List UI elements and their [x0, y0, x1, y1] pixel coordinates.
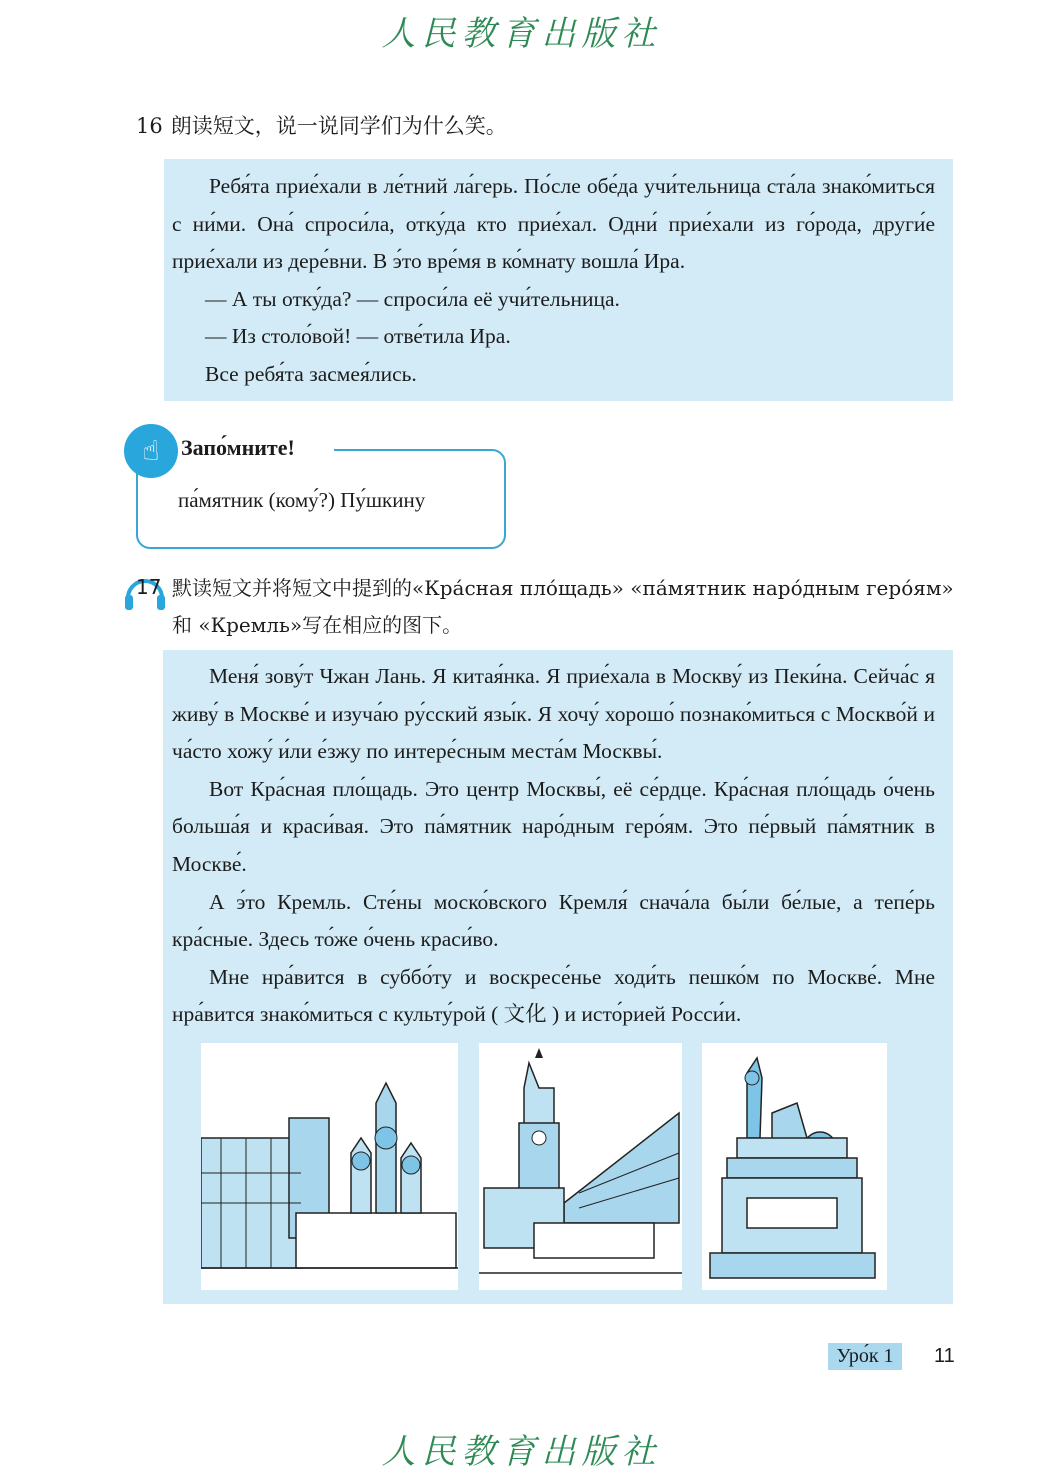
publisher-logo: 人民教育出版社: [381, 1432, 662, 1472]
dialogue-line: — А ты отку́да? — спроси́ла её учи́тельница.: [205, 286, 620, 311]
task-number: 16: [136, 114, 163, 138]
lesson-badge: Уро́к 1: [828, 1343, 902, 1370]
task-instruction: 朗读短文，说一说同学们为什么笑。: [170, 114, 507, 138]
remember-title: Запо́мните!: [181, 435, 295, 460]
task-16-text-box: [164, 159, 953, 401]
remember-text: па́мятник (кому́?) Пу́шкину: [178, 488, 426, 512]
task-16-heading: [136, 108, 507, 145]
monument-illustration: [702, 1043, 887, 1290]
paragraph: Вот Кра́сная пло́щадь. Это центр Москвы́, её се́рдце. Кра́сная пло́щадь о́чень больша́я и краси́вая. Это па́мятник наро́дным геро́ям. Это пе́рвый па́мятник в Москве́.: [172, 776, 935, 876]
paragraph: А э́то Кремль. Сте́ны моско́вского Кремля́ снача́ла бы́ли бе́лые, а тепе́рь кра́сные. Здесь то́же о́чень краси́во.: [172, 889, 935, 952]
dialogue-line: — Из столо́вой! — отве́тила Ира.: [205, 324, 511, 349]
paragraph: Меня́ зову́т Чжан Лань. Я китая́нка. Я прие́хала в Москву́ из Пеки́на. Сейча́с я живу́ в Москве́ и изуча́ю ру́сский язы́к. Я хочу́ хорошо́ познако́миться с Москво́й и ча́сто хожу́ и́ли е́зжу по интере́сным места́м Москвы́.: [172, 664, 935, 764]
publisher-logo: 人民教育出版社: [381, 14, 662, 54]
paragraph: Все ребя́та засмея́лись.: [205, 361, 417, 386]
paragraph: Мне нра́вится в суббо́ту и воскресе́нье ходи́ть пешко́м по Москве́. Мне нра́вится знако́миться с культу́рой ( 文化 ) и исто́рией Росси́и.: [172, 964, 935, 1027]
pointing-hand-icon: ☝: [124, 424, 178, 478]
task-instruction-line1: 默读短文并将短文中提到的«Кра́сная пло́щадь» «па́мятник наро́дным геро́ям»: [172, 576, 954, 600]
page-number: 11: [934, 1345, 955, 1367]
paragraph: Ребя́та прие́хали в ле́тний ла́герь. По́сле обе́да учи́тельница ста́ла знако́миться с ни́ми. Она́ спроси́ла, отку́да кто прие́хал. Одни́ прие́хали из го́рода, други́е прие́хали из дере́вни. В э́то вре́мя в ко́мнату вошла́ Ира.: [172, 174, 935, 274]
task-instruction-line2: 和 «Кремль»写在相应的图下。: [172, 613, 463, 637]
task-number: 17: [136, 575, 162, 599]
task-17-heading: [172, 570, 962, 644]
st-basils-cathedral-illustration: [201, 1043, 458, 1290]
kremlin-tower-illustration: [479, 1043, 682, 1290]
